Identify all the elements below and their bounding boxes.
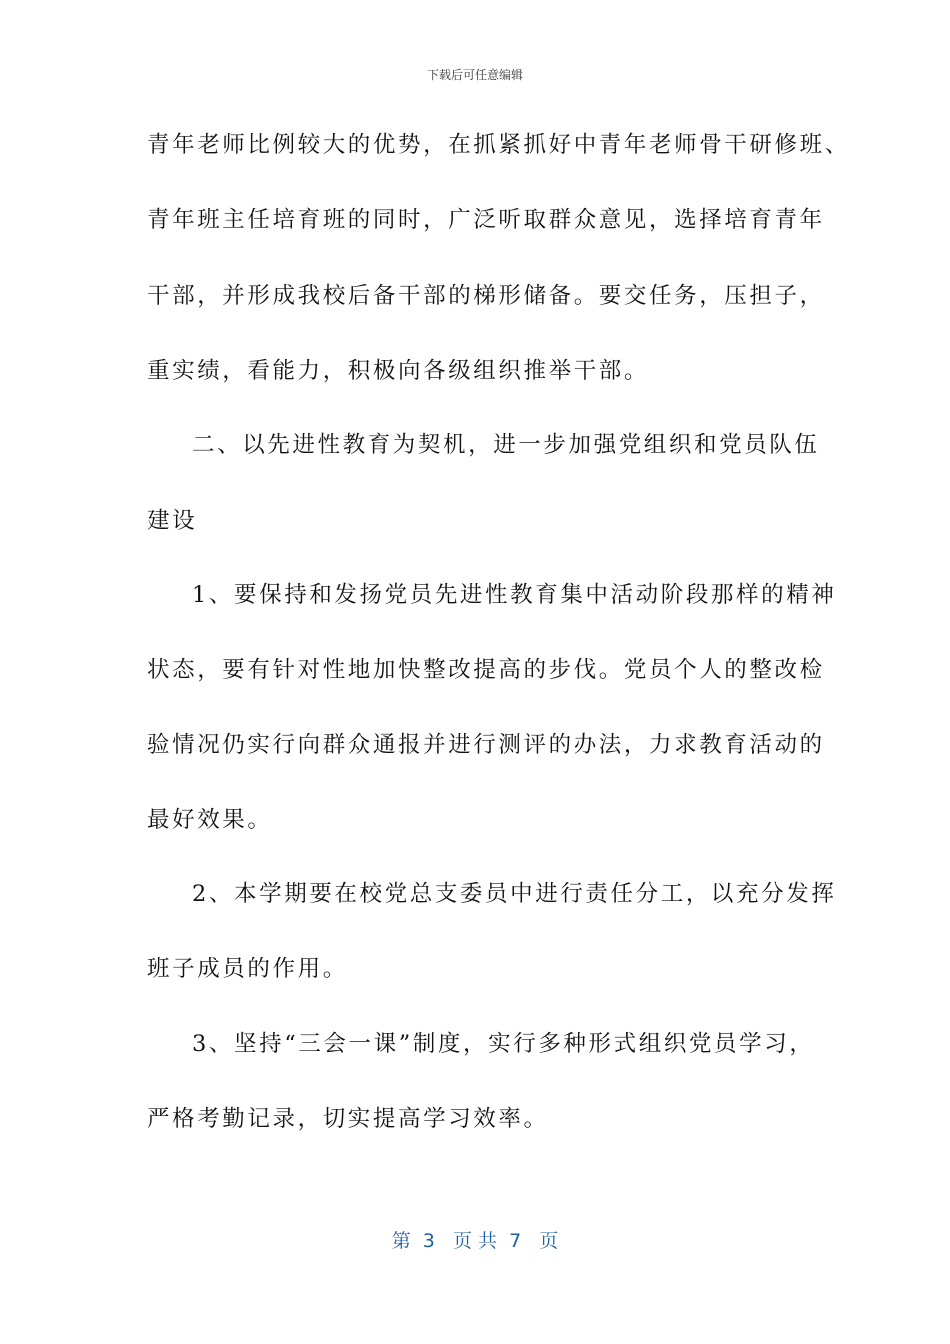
section-heading: 二、以先进性教育为契机，进一步加强党组织和党员队伍 <box>192 432 820 458</box>
body-line: 2、本学期要在校党总支委员中进行责任分工，以充分发挥 <box>192 881 837 907</box>
page-number-footer: 第 3 页 共 7 页 <box>391 1230 559 1252</box>
section-heading-continued: 建设 <box>147 508 198 534</box>
body-line: 青年老师比例较大的优势，在抓紧抓好中青年老师骨干研修班、 <box>147 132 850 158</box>
body-line: 班子成员的作用。 <box>147 956 348 982</box>
body-line: 状态，要有针对性地加快整改提高的步伐。党员个人的整改检 <box>147 657 825 683</box>
body-line: 1、要保持和发扬党员先进性教育集中活动阶段那样的精神 <box>192 582 837 608</box>
body-line: 最好效果。 <box>147 807 273 833</box>
body-line: 验情况仍实行向群众通报并进行测评的办法，力求教育活动的 <box>147 732 825 758</box>
body-line: 3、坚持“三会一课”制度，实行多种形式组织党员学习， <box>192 1031 815 1057</box>
body-line: 严格考勤记录，切实提高学习效率。 <box>147 1106 549 1132</box>
body-line: 青年班主任培育班的同时，广泛听取群众意见，选择培育青年 <box>147 207 825 233</box>
page-header-note: 下载后可任意编辑 <box>426 68 523 82</box>
body-line: 重实绩，看能力，积极向各级组织推举干部。 <box>147 358 650 384</box>
body-line: 干部，并形成我校后备干部的梯形储备。要交任务，压担子， <box>147 283 825 309</box>
